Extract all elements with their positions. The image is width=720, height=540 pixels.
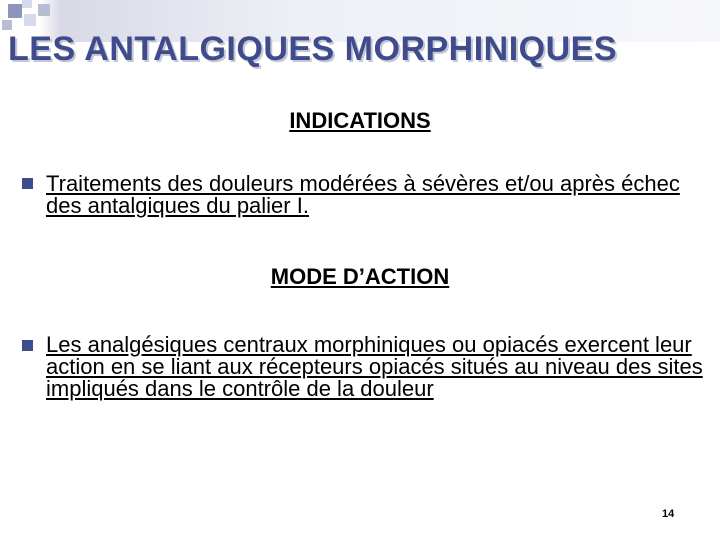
page-number: 14 (662, 508, 675, 520)
section-heading-mode-action: MODE D’ACTION (270, 264, 450, 289)
mode-action-text: Les analgésiques centraux morphiniques ou opiacés exercent leur action en se liant aux récepteurs opiacés situés au niveau des sites impliqués dans le contrôle de la douleur (46, 332, 703, 401)
decor-square (2, 20, 12, 30)
bullet-square-icon (22, 178, 33, 189)
decor-square (22, 0, 32, 8)
indications-text: Traitements des douleurs modérées à sévères et/ou après échec des antalgiques du palier I. (46, 171, 680, 218)
decor-square (8, 4, 22, 18)
section-heading-indications: INDICATIONS (289, 108, 431, 133)
bullet-square-icon (22, 340, 33, 351)
decor-square (24, 14, 36, 26)
slide-title: LES ANTALGIQUES MORPHINIQUES (8, 30, 618, 68)
decor-square (38, 4, 50, 16)
